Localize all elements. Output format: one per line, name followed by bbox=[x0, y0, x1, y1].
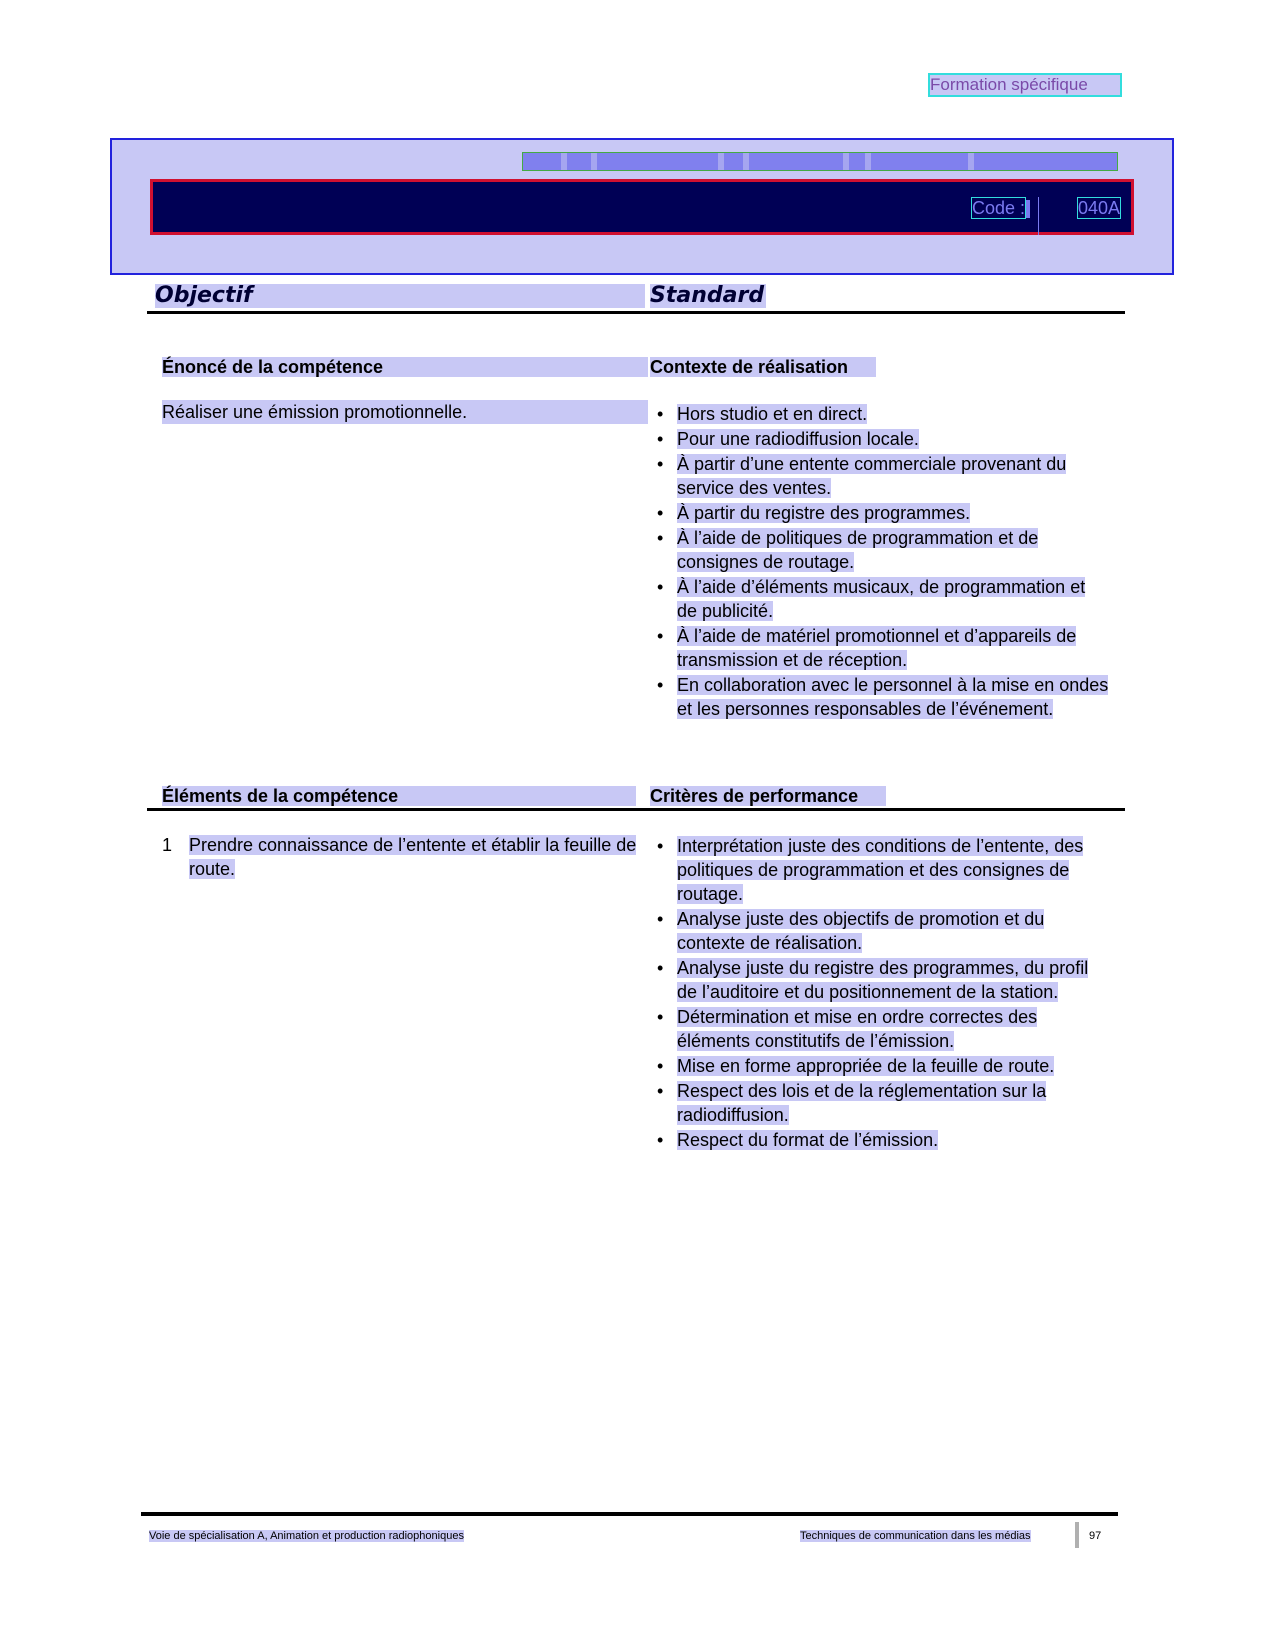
criteria-list bbox=[655, 834, 1110, 1153]
footer-left: Voie de spécialisation A, Animation et production radiophoniques bbox=[149, 1530, 464, 1542]
footer-rule bbox=[141, 1512, 1118, 1516]
context-list bbox=[655, 402, 1110, 722]
elements-heading: Éléments de la compétence bbox=[162, 786, 636, 806]
element-number: 1 bbox=[162, 835, 173, 855]
list-item: • Détermination et mise en ordre correctes des éléments constitutifs de l’émission. bbox=[655, 1005, 1110, 1053]
list-item: • À l’aide d’éléments musicaux, de programmation et de publicité. bbox=[655, 575, 1110, 623]
list-item: • À partir d’une entente commerciale provenant du service des ventes. bbox=[655, 452, 1110, 500]
list-item: • Respect des lois et de la réglementation sur la radiodiffusion. bbox=[655, 1079, 1110, 1127]
list-item: • Analyse juste des objectifs de promotion et du contexte de réalisation. bbox=[655, 907, 1110, 955]
footer-right: Techniques de communication dans les médias bbox=[800, 1530, 1031, 1542]
list-item: • Hors studio et en direct. bbox=[655, 402, 1110, 426]
standard-heading: Standard bbox=[650, 283, 765, 308]
list-item: • Pour une radiodiffusion locale. bbox=[655, 427, 1110, 451]
section-label: Formation spécifique bbox=[930, 75, 1120, 95]
code-value: 040A bbox=[1078, 198, 1121, 218]
list-item: • En collaboration avec le personnel à la mise en ondes et les personnes responsables de l’événement. bbox=[655, 673, 1110, 721]
statement-heading: Énoncé de la compétence bbox=[162, 357, 648, 377]
elements-rule bbox=[147, 808, 1125, 811]
list-item: • Respect du format de l’émission. bbox=[655, 1128, 1110, 1152]
objective-heading: Objectif bbox=[155, 284, 645, 308]
footer-separator bbox=[1075, 1522, 1079, 1548]
title-strip bbox=[523, 153, 1117, 170]
list-item: • Analyse juste du registre des programmes, du profil de l’auditoire et du positionnement de la station. bbox=[655, 956, 1110, 1004]
competency-statement: Réaliser une émission promotionnelle. bbox=[162, 400, 648, 424]
context-heading: Contexte de réalisation bbox=[650, 357, 876, 377]
code-divider bbox=[1038, 197, 1039, 235]
element-text: Prendre connaissance de l’entente et établir la feuille de route. bbox=[189, 835, 637, 879]
list-item: • À partir du registre des programmes. bbox=[655, 501, 1110, 525]
list-item: • À l’aide de matériel promotionnel et d’appareils de transmission et de réception. bbox=[655, 624, 1110, 672]
code-label: Code : bbox=[972, 198, 1026, 218]
list-item: • Interprétation juste des conditions de l’entente, des politiques de programmation et des consignes de routage. bbox=[655, 834, 1110, 906]
list-item: • À l’aide de politiques de programmation et de consignes de routage. bbox=[655, 526, 1110, 574]
code-separator bbox=[1026, 200, 1030, 218]
criteria-heading: Critères de performance bbox=[650, 786, 886, 806]
list-item: • Mise en forme appropriée de la feuille de route. bbox=[655, 1054, 1110, 1078]
page-number: 97 bbox=[1089, 1530, 1102, 1542]
section-rule bbox=[147, 311, 1125, 314]
